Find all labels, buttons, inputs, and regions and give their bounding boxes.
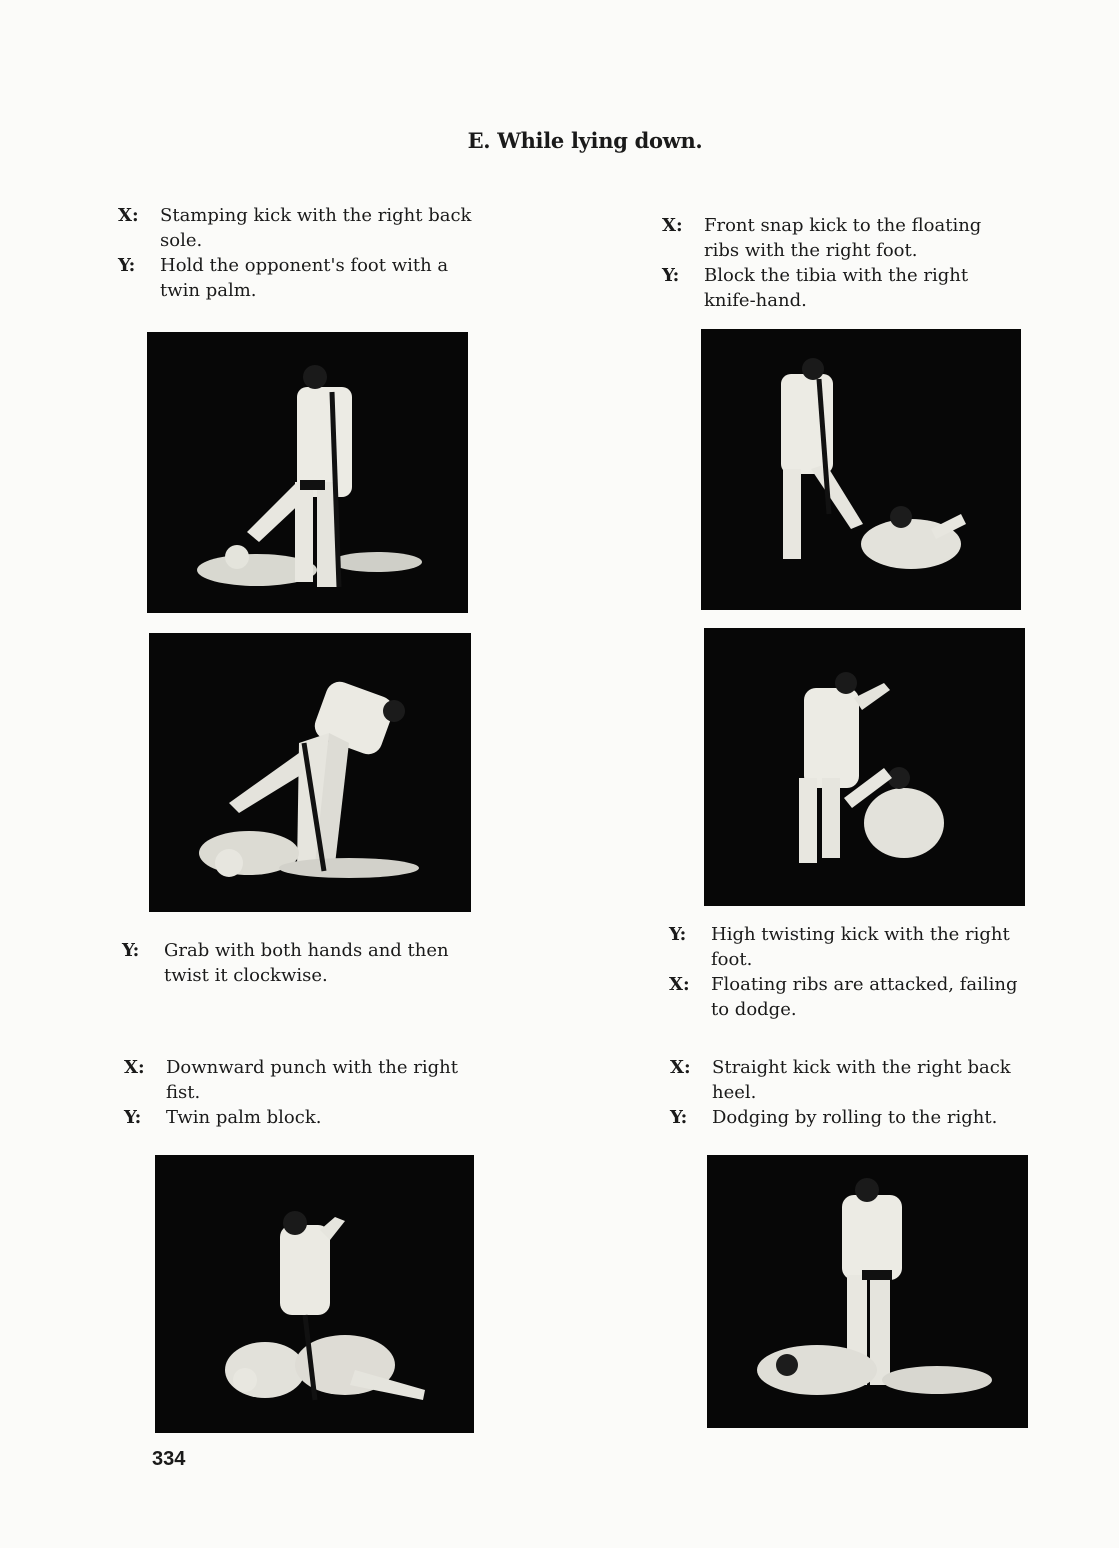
caption-text: to dodge. bbox=[711, 999, 797, 1020]
caption-line bbox=[124, 1105, 524, 1130]
photo-downward-punch bbox=[155, 1155, 474, 1433]
caption-text: fist. bbox=[166, 1082, 201, 1103]
caption-line bbox=[118, 253, 518, 303]
photo-back-heel-kick bbox=[707, 1155, 1028, 1428]
actor-label: X: bbox=[662, 215, 683, 236]
actor-label: Y: bbox=[670, 1107, 688, 1128]
caption-left-3 bbox=[124, 1055, 524, 1130]
caption-line bbox=[662, 263, 1062, 313]
caption-line bbox=[669, 972, 1069, 1022]
caption-text: Stamping kick with the right back bbox=[160, 205, 472, 226]
photo-illustration bbox=[155, 1155, 474, 1433]
caption-line bbox=[662, 213, 1062, 263]
photo-illustration bbox=[707, 1155, 1028, 1428]
actor-label: X: bbox=[669, 974, 690, 995]
photo-front-snap-kick bbox=[701, 329, 1021, 610]
actor-label: X: bbox=[118, 205, 139, 226]
actor-label: X: bbox=[670, 1057, 691, 1078]
page-number: 334 bbox=[152, 1448, 186, 1470]
caption-right-1 bbox=[662, 213, 1062, 313]
caption-text: High twisting kick with the right bbox=[711, 924, 1010, 945]
photo-illustration bbox=[701, 329, 1021, 610]
actor-label: X: bbox=[124, 1057, 145, 1078]
caption-right-2 bbox=[669, 922, 1069, 1022]
photo-illustration bbox=[149, 633, 471, 912]
caption-text: knife-hand. bbox=[704, 290, 807, 311]
actor-label: Y: bbox=[124, 1107, 142, 1128]
actor-label: Y: bbox=[662, 265, 680, 286]
photo-illustration bbox=[704, 628, 1025, 906]
caption-text: Dodging by rolling to the right. bbox=[712, 1107, 998, 1128]
actor-label: Y: bbox=[669, 924, 687, 945]
caption-left-2 bbox=[122, 938, 522, 988]
caption-text: Block the tibia with the right bbox=[704, 265, 969, 286]
photo-stamping-kick bbox=[147, 332, 468, 613]
caption-line bbox=[670, 1105, 1070, 1130]
caption-line bbox=[122, 938, 522, 988]
caption-text: Front snap kick to the floating bbox=[704, 215, 982, 236]
caption-text: foot. bbox=[711, 949, 753, 970]
actor-label: Y: bbox=[122, 940, 140, 961]
caption-text: Hold the opponent's foot with a bbox=[160, 255, 449, 276]
caption-text: Twin palm block. bbox=[166, 1107, 322, 1128]
section-heading: E. While lying down. bbox=[467, 128, 703, 153]
photo-illustration bbox=[147, 332, 468, 613]
photo-grab-foot bbox=[149, 633, 471, 912]
caption-line bbox=[118, 203, 518, 253]
caption-text: twin palm. bbox=[160, 280, 257, 301]
photo-twisting-kick bbox=[704, 628, 1025, 906]
caption-text: Straight kick with the right back bbox=[712, 1057, 1011, 1078]
caption-line bbox=[669, 922, 1069, 972]
actor-label: Y: bbox=[118, 255, 136, 276]
caption-text: sole. bbox=[160, 230, 203, 251]
caption-text: Downward punch with the right bbox=[166, 1057, 458, 1078]
caption-text: ribs with the right foot. bbox=[704, 240, 918, 261]
caption-line bbox=[670, 1055, 1070, 1105]
caption-text: Grab with both hands and then bbox=[164, 940, 449, 961]
caption-text: twist it clockwise. bbox=[164, 965, 328, 986]
caption-line bbox=[124, 1055, 524, 1105]
caption-right-3 bbox=[670, 1055, 1070, 1130]
caption-left-1 bbox=[118, 203, 518, 303]
caption-text: Floating ribs are attacked, failing bbox=[711, 974, 1018, 995]
caption-text: heel. bbox=[712, 1082, 757, 1103]
